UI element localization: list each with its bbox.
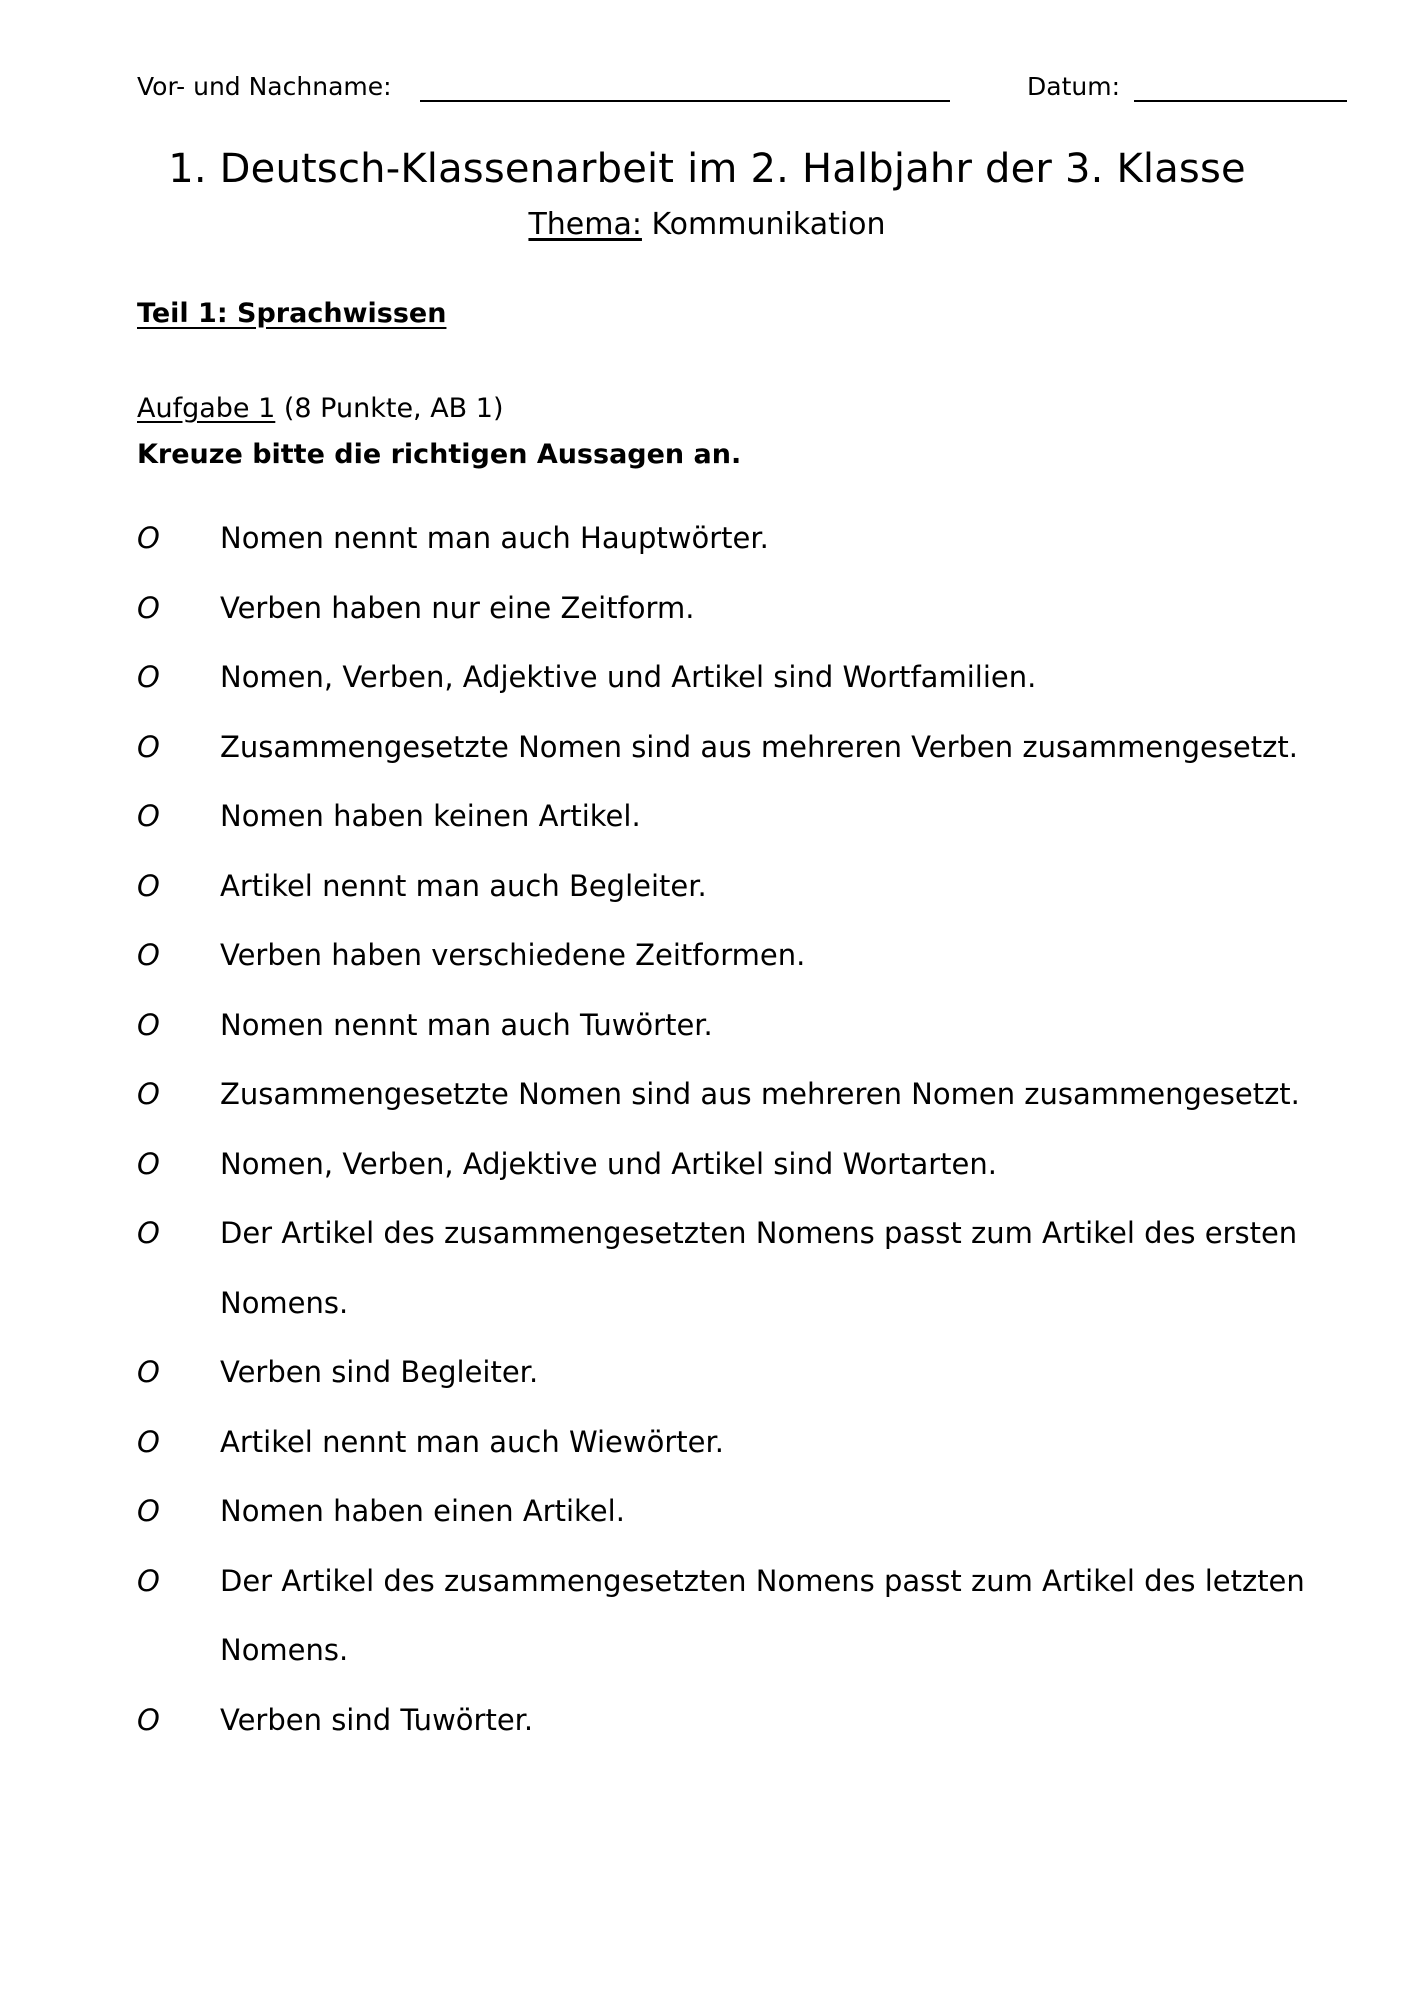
statement-text: Nomen nennt man auch Hauptwörter. (220, 521, 769, 555)
statement-item (137, 713, 1340, 783)
checkbox-circle[interactable]: O (137, 1563, 160, 1598)
statement-text: Nomen haben keinen Artikel. (220, 799, 641, 833)
statement-item (137, 1338, 1340, 1408)
statement-text: Artikel nennt man auch Wiewörter. (220, 1424, 724, 1459)
statement-item (137, 852, 1340, 922)
statement-item (137, 782, 1340, 852)
name-label: Vor- und Nachname: (137, 72, 392, 101)
statement-text: Verben haben verschiedene Zeitformen. (220, 938, 806, 972)
statement-text: Der Artikel des zusammengesetzten Nomens passt zum Artikel des ersten Nomens. (220, 1216, 1298, 1320)
checkbox-circle[interactable]: O (137, 1494, 160, 1528)
statement-text: Verben sind Begleiter. (220, 1355, 539, 1389)
statement-text: Artikel nennt man auch Begleiter. (220, 868, 707, 903)
checkbox-circle[interactable]: O (137, 1077, 160, 1111)
checkbox-circle[interactable]: O (137, 1216, 160, 1250)
page-title: 1. Deutsch-Klassenarbeit im 2. Halbjahr der 3. Klasse (168, 146, 1246, 192)
statement-text: Nomen, Verben, Adjektive und Artikel sind Wortfamilien. (220, 660, 1037, 694)
checkbox-circle[interactable]: O (137, 590, 160, 625)
checkbox-circle[interactable]: O (137, 1424, 160, 1459)
subtitle (0, 207, 1414, 242)
header-line (137, 72, 1347, 112)
checkbox-circle[interactable]: O (137, 1146, 160, 1181)
statement-item (137, 1408, 1340, 1478)
statement-item (137, 1477, 1340, 1547)
date-blank-line[interactable] (1134, 100, 1347, 102)
statement-text: Zusammengesetzte Nomen sind aus mehreren Nomen zusammengesetzt. (220, 1077, 1300, 1111)
task-label: Aufgabe 1 (137, 393, 276, 424)
statement-item (137, 643, 1340, 713)
checkbox-circle[interactable]: O (137, 1007, 160, 1042)
checkbox-circle[interactable]: O (137, 1355, 160, 1389)
statement-text: Nomen, Verben, Adjektive und Artikel sind Wortarten. (220, 1146, 997, 1181)
date-label: Datum: (1027, 72, 1120, 101)
checkbox-circle[interactable]: O (137, 868, 160, 903)
checkbox-circle[interactable]: O (137, 521, 160, 555)
statement-item (137, 504, 1340, 574)
statement-item (137, 1686, 1340, 1756)
checkbox-circle[interactable]: O (137, 938, 160, 972)
statement-item (137, 1199, 1340, 1338)
checkbox-circle[interactable]: O (137, 729, 160, 764)
statement-item (137, 574, 1340, 644)
statement-text: Verben haben nur eine Zeitform. (220, 590, 695, 625)
statement-text: Verben sind Tuwörter. (220, 1702, 534, 1737)
theme-label: Thema: (528, 207, 642, 242)
statement-item (137, 991, 1340, 1061)
statement-text: Nomen nennt man auch Tuwörter. (220, 1007, 713, 1042)
checkbox-circle[interactable]: O (137, 799, 160, 833)
name-blank-line[interactable] (420, 100, 950, 102)
checkbox-circle[interactable]: O (137, 1702, 160, 1737)
statement-text: Nomen haben einen Artikel. (220, 1494, 625, 1528)
task-instruction: Kreuze bitte die richtigen Aussagen an. (137, 439, 742, 470)
task-line (137, 393, 504, 424)
statement-item (137, 921, 1340, 991)
section-heading: Teil 1: Sprachwissen (137, 298, 447, 329)
statement-item (137, 1547, 1340, 1686)
checkbox-circle[interactable]: O (137, 660, 160, 694)
statement-item (137, 1060, 1340, 1130)
statement-list (137, 504, 1337, 1755)
statement-item (137, 1130, 1340, 1200)
task-details: (8 Punkte, AB 1) (283, 393, 504, 424)
statement-text: Der Artikel des zusammengesetzten Nomens passt zum Artikel des letzten Nomens. (220, 1563, 1305, 1667)
theme-value: Kommunikation (651, 207, 886, 242)
statement-text: Zusammengesetzte Nomen sind aus mehreren Verben zusammengesetzt. (220, 729, 1298, 764)
